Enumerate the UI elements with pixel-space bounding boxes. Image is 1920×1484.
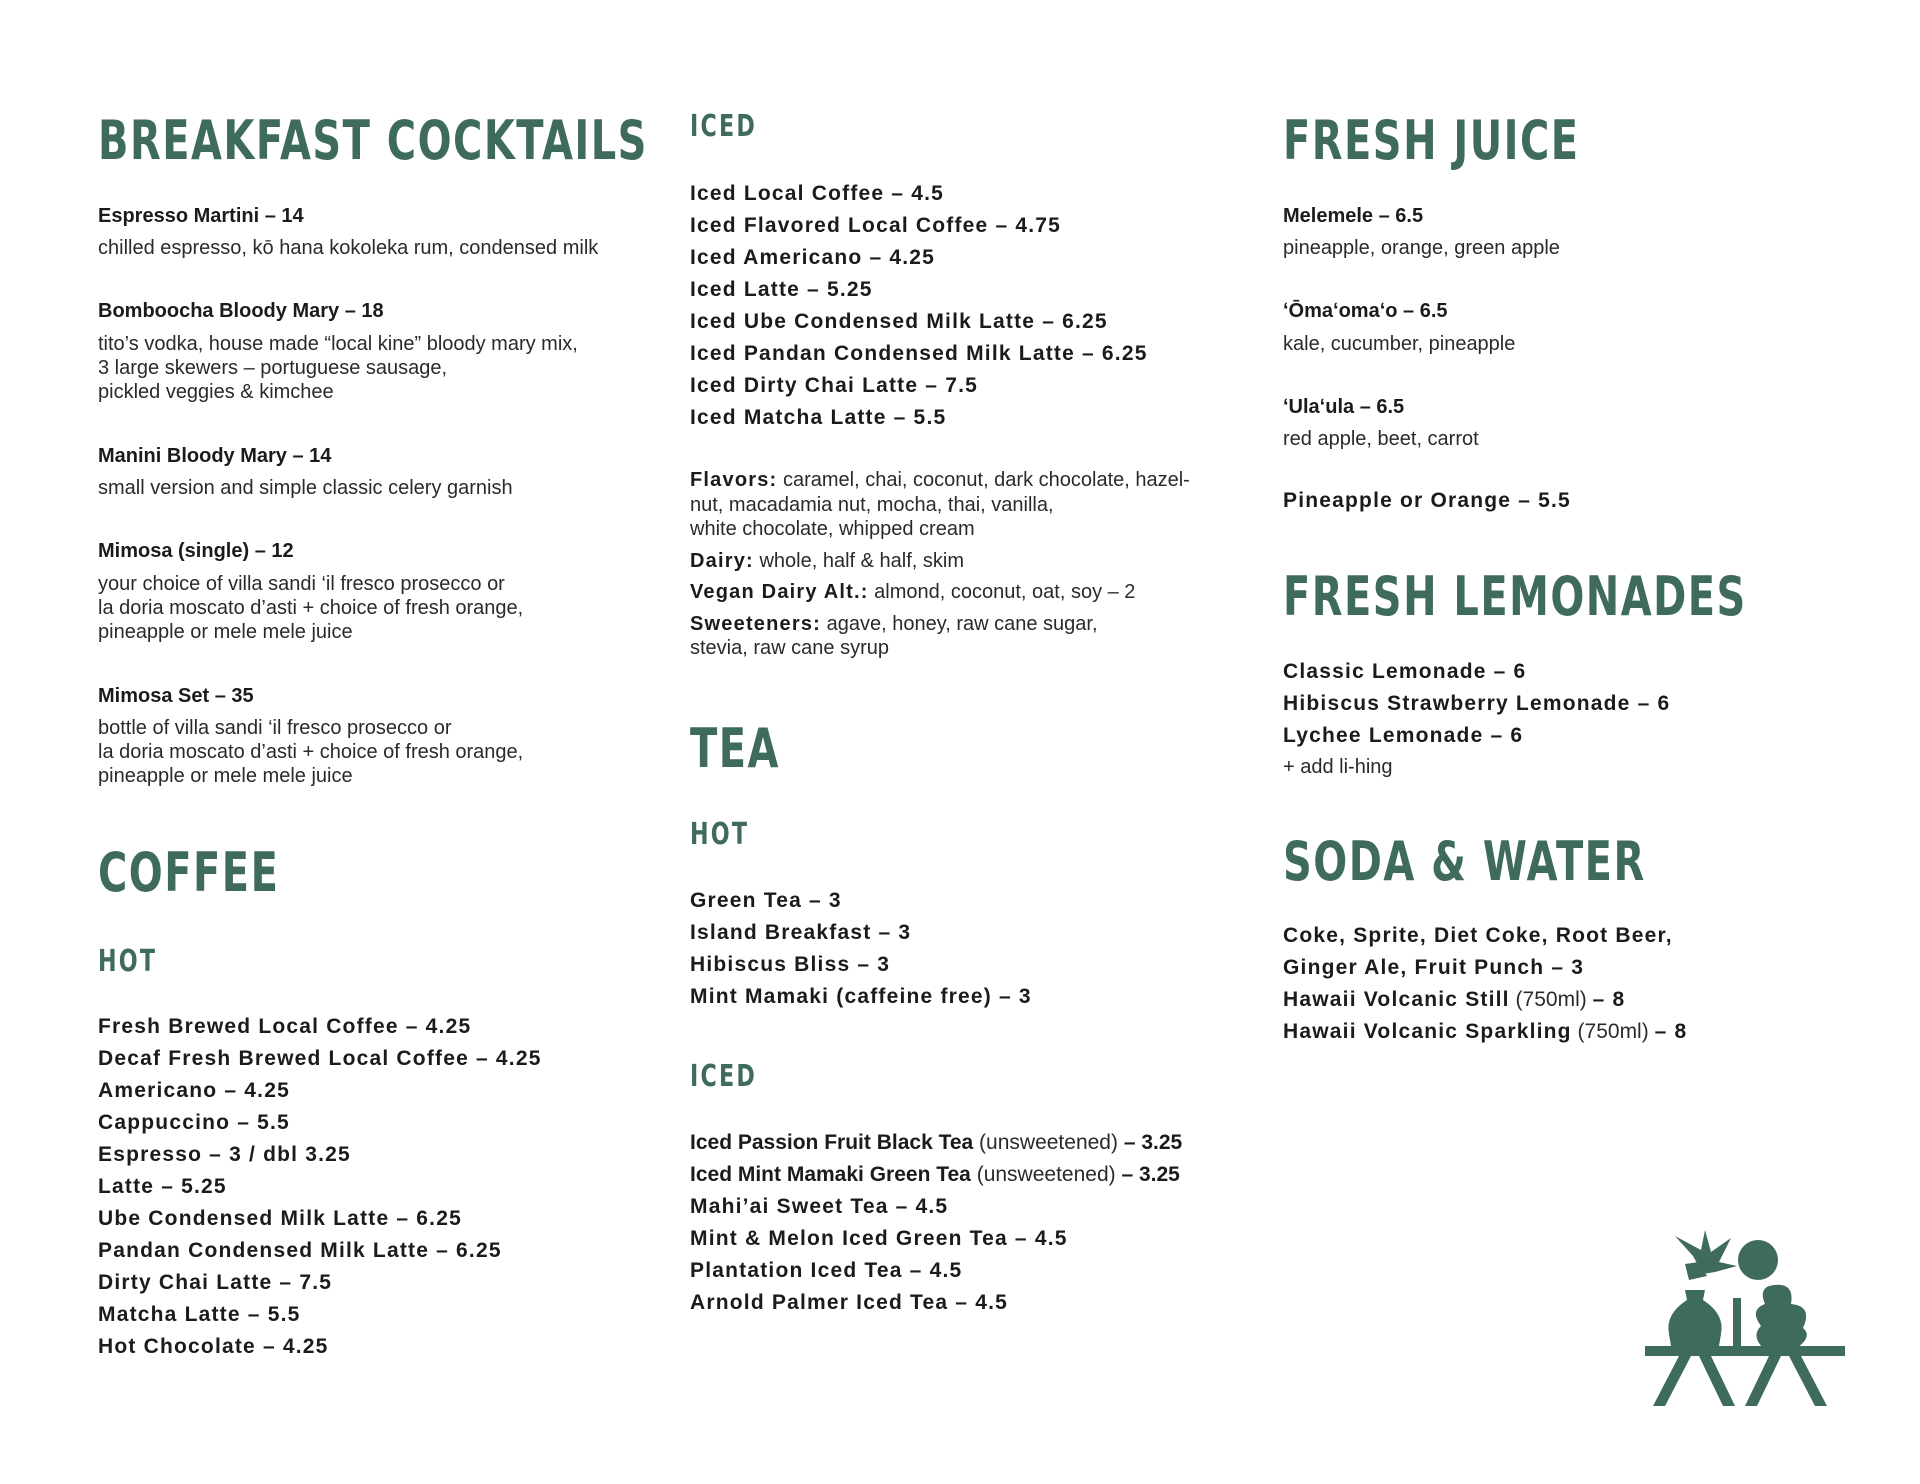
tea-hot-list xyxy=(690,885,1032,1013)
vegan-text: almond, coconut, oat, soy – 2 xyxy=(874,581,1136,603)
menu-item xyxy=(1283,204,1560,260)
item-name: Mimosa (single) – 12 xyxy=(98,540,294,562)
pineapple-vase-sun-logo-icon xyxy=(1645,1228,1855,1413)
list-item: Arnold Palmer Iced Tea – 4.5 xyxy=(690,1291,1008,1314)
flavors-note xyxy=(690,468,1190,661)
sweeteners-text: stevia, raw cane syrup xyxy=(690,637,889,659)
list-item xyxy=(690,1159,1182,1191)
item-description: tito’s vodka, house made “local kine” bloody mary mix, xyxy=(98,333,578,355)
item-name: Manini Bloody Mary – 14 xyxy=(98,445,332,467)
menu-item xyxy=(1283,299,1515,356)
list-item: Mint & Melon Iced Green Tea – 4.5 xyxy=(690,1227,1068,1250)
fresh-juice-heading: FRESH JUICE xyxy=(1283,109,1580,172)
list-item: Iced Latte – 5.25 xyxy=(690,278,873,301)
item-name: ʻUlaʻula – 6.5 xyxy=(1283,396,1405,418)
list-item: Ginger Ale, Fruit Punch – 3 xyxy=(1283,956,1585,979)
item-description: kale, cucumber, pineapple xyxy=(1283,333,1516,355)
list-item: Matcha Latte – 5.5 xyxy=(98,1303,301,1326)
item-name: Mimosa Set – 35 xyxy=(98,685,254,707)
coffee-hot-subheading: HOT xyxy=(98,944,158,979)
item-name: Hawaii Volcanic Still xyxy=(1283,988,1510,1011)
item-description: pineapple or mele mele juice xyxy=(98,621,353,643)
item-description: 3 large skewers – portuguese sausage, xyxy=(98,357,448,379)
vegan-label: Vegan Dairy Alt.: xyxy=(690,581,869,603)
list-item: Americano – 4.25 xyxy=(98,1079,290,1102)
list-item: Iced Pandan Condensed Milk Latte – 6.25 xyxy=(690,342,1148,365)
list-item: Hot Chocolate – 4.25 xyxy=(98,1335,329,1358)
dairy-text: whole, half & half, skim xyxy=(759,549,964,572)
item-size: (750ml) xyxy=(1509,988,1593,1011)
menu-item xyxy=(98,684,523,788)
item-description: bottle of villa sandi ‘il fresco prosecco or xyxy=(98,717,452,739)
item-price: – 3.25 xyxy=(1123,1131,1183,1154)
dairy-label: Dairy: xyxy=(690,549,754,572)
item-price: – 8 xyxy=(1592,988,1626,1011)
list-item: Classic Lemonade – 6 xyxy=(1283,660,1527,683)
list-item xyxy=(1283,1016,1687,1048)
item-name: Iced Passion Fruit Black Tea xyxy=(690,1131,974,1154)
item-price: – 3.25 xyxy=(1121,1163,1180,1186)
menu-item xyxy=(98,539,523,644)
coffee-iced-list xyxy=(690,178,1148,434)
soda-water-heading: SODA & WATER xyxy=(1283,830,1646,893)
flavors-text: nut, macadamia nut, mocha, thai, vanilla, xyxy=(690,493,1054,516)
list-item xyxy=(1283,984,1687,1016)
list-item: Mint Mamaki (caffeine free) – 3 xyxy=(690,985,1032,1008)
list-item: Cappuccino – 5.5 xyxy=(98,1111,290,1134)
menu-item xyxy=(98,444,513,500)
item-size: (750ml) xyxy=(1571,1020,1655,1043)
flavors-text: white chocolate, whipped cream xyxy=(690,518,975,540)
tea-iced-list xyxy=(690,1127,1182,1319)
list-item: Coke, Sprite, Diet Coke, Root Beer, xyxy=(1283,924,1673,947)
list-item: Iced Americano – 4.25 xyxy=(690,246,936,269)
flavors-label: Flavors: xyxy=(690,469,778,491)
item-description: la doria moscato d’asti + choice of fresh orange, xyxy=(98,741,524,763)
list-item: Iced Local Coffee – 4.5 xyxy=(690,182,945,205)
list-item: Hibiscus Bliss – 3 xyxy=(690,953,891,976)
coffee-iced-subheading: ICED xyxy=(690,109,758,144)
item-name: Melemele – 6.5 xyxy=(1283,205,1424,227)
item-description: chilled espresso, kō hana kokoleka rum, condensed milk xyxy=(98,237,599,259)
list-item: Iced Matcha Latte – 5.5 xyxy=(690,406,947,429)
list-item: Green Tea – 3 xyxy=(690,889,842,912)
menu-item xyxy=(98,204,598,260)
list-item: Latte – 5.25 xyxy=(98,1175,227,1198)
item-description: pineapple or mele mele juice xyxy=(98,765,353,787)
fresh-lemonades-heading: FRESH LEMONADES xyxy=(1283,565,1747,628)
tea-hot-subheading: HOT xyxy=(690,817,750,852)
tea-iced-subheading: ICED xyxy=(690,1059,758,1094)
list-item: Mahi’ai Sweet Tea – 4.5 xyxy=(690,1195,949,1218)
list-item: Decaf Fresh Brewed Local Coffee – 4.25 xyxy=(98,1047,542,1070)
item-description: red apple, beet, carrot xyxy=(1283,428,1479,450)
tea-heading: TEA xyxy=(690,717,780,780)
juice-extra-item: Pineapple or Orange – 5.5 xyxy=(1283,489,1571,512)
sweeteners-label: Sweeteners: xyxy=(690,612,822,635)
coffee-heading: COFFEE xyxy=(98,841,280,904)
list-item: Espresso – 3 / dbl 3.25 xyxy=(98,1143,351,1166)
list-item: Iced Dirty Chai Latte – 7.5 xyxy=(690,374,978,397)
item-name: Bomboocha Bloody Mary – 18 xyxy=(98,300,384,322)
list-item: Dirty Chai Latte – 7.5 xyxy=(98,1271,333,1294)
item-description: small version and simple classic celery garnish xyxy=(98,477,513,499)
item-note: (unsweetened) xyxy=(970,1163,1122,1186)
list-item: Fresh Brewed Local Coffee – 4.25 xyxy=(98,1015,472,1038)
list-item: Iced Flavored Local Coffee – 4.75 xyxy=(690,214,1062,237)
coffee-hot-list xyxy=(98,1011,542,1363)
list-item: Plantation Iced Tea – 4.5 xyxy=(690,1259,963,1282)
item-description: pickled veggies & kimchee xyxy=(98,381,334,403)
item-name: ʻŌmaʻomaʻo – 6.5 xyxy=(1283,300,1448,322)
item-price: – 8 xyxy=(1654,1020,1688,1043)
item-description: pineapple, orange, green apple xyxy=(1283,237,1560,259)
item-name: Iced Mint Mamaki Green Tea xyxy=(690,1163,971,1186)
list-item: Island Breakfast – 3 xyxy=(690,921,912,944)
soda-list xyxy=(1283,920,1687,1048)
item-description: your choice of villa sandi ‘il fresco prosecco or xyxy=(98,573,505,595)
sweeteners-text: agave, honey, raw cane sugar, xyxy=(826,612,1098,635)
item-name: Espresso Martini – 14 xyxy=(98,205,304,227)
item-name: Hawaii Volcanic Sparkling xyxy=(1283,1020,1572,1043)
list-item: Iced Ube Condensed Milk Latte – 6.25 xyxy=(690,310,1108,333)
list-item: Hibiscus Strawberry Lemonade – 6 xyxy=(1283,692,1671,715)
menu-item xyxy=(98,299,578,404)
list-item: Pandan Condensed Milk Latte – 6.25 xyxy=(98,1239,502,1262)
flavors-text: caramel, chai, coconut, dark chocolate, hazel- xyxy=(782,469,1190,491)
list-item: Lychee Lemonade – 6 xyxy=(1283,724,1524,747)
lemonades-list xyxy=(1283,656,1670,752)
list-item: Ube Condensed Milk Latte – 6.25 xyxy=(98,1207,462,1230)
list-item xyxy=(690,1127,1182,1159)
lemonade-addon: + add li-hing xyxy=(1283,756,1393,778)
breakfast-cocktails-heading: BREAKFAST COCKTAILS xyxy=(98,109,648,172)
item-description: la doria moscato d’asti + choice of fresh orange, xyxy=(98,597,524,619)
item-note: (unsweetened) xyxy=(973,1131,1124,1154)
menu-item xyxy=(1283,395,1479,451)
